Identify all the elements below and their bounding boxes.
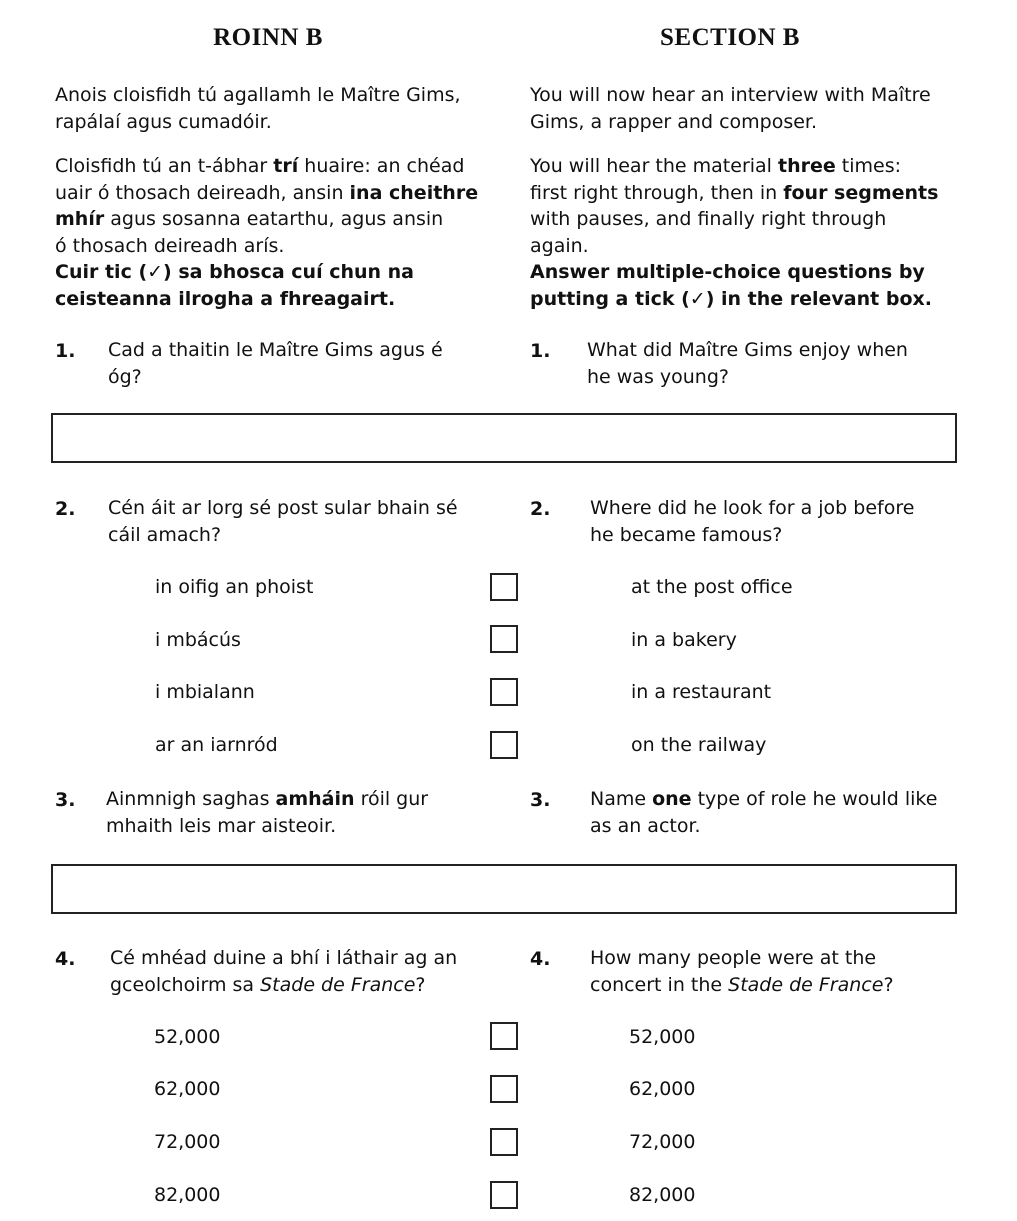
q2-irish-line2: cáil amach? [108,523,222,546]
q4-irish-line1: Cé mhéad duine a bhí i láthair ag an [110,947,458,969]
q2-irish-line1: Cén áit ar lorg sé post sular bhain sé [108,497,458,519]
intro-english-p1-line2: Gims, a rapper and composer. [530,110,818,133]
text: first right through, then in [530,181,784,204]
q4-english-line2 [590,972,990,999]
text-bold: trí [273,155,299,177]
text: uair ó thosach deireadh, ansin [55,181,350,204]
q4-number-english: 4. [530,948,551,970]
q4-option-1-checkbox[interactable] [490,1022,518,1050]
q1-number-irish: 1. [55,340,76,362]
intro-irish-p1-line1: Anois cloisfidh tú agallamh le Maître Gims, [55,84,461,106]
text-bold: four segments [783,181,939,204]
text: concert in the [590,973,729,996]
q2-text-english [590,495,990,548]
q4-option-2-checkbox[interactable] [490,1075,518,1103]
intro-irish-tick-instruction-line1: Cuir tic (✓) sa bhosca cuí chun na [55,261,414,283]
text-bold: one [652,788,692,810]
text: gceolchoirm sa [110,973,261,996]
text: ? [415,973,426,996]
intro-english [530,82,980,135]
q2-option-english: at the post office [631,576,793,598]
text: Name [590,788,653,810]
q3-english-line1 [590,786,990,813]
heading-irish: ROINN B [213,24,323,51]
q4-option-irish: 82,000 [154,1184,221,1206]
q2-option-english: in a bakery [631,629,737,651]
q2-option-3-checkbox[interactable] [490,678,518,706]
intro-english-tick-instruction-line1: Answer multiple-choice questions by [530,261,925,283]
q2-english-line2: he became famous? [590,523,783,546]
q1-english-line2: he was young? [587,365,729,388]
text: huaire: an chéad [298,155,465,177]
q2-number-english: 2. [530,498,551,520]
q1-text-irish [108,337,488,390]
q2-number-irish: 2. [55,498,76,520]
q4-option-3-checkbox[interactable] [490,1128,518,1156]
intro-english-p1-line1: You will now hear an interview with Maître [530,84,931,106]
q4-number-irish: 4. [55,948,76,970]
intro-irish-p1-line2: rapálaí agus cumadóir. [55,110,272,133]
q4-option-english: 52,000 [629,1026,696,1048]
text-bold: ina cheithre [349,181,479,204]
intro-irish-p2-line2 [55,180,495,207]
q1-irish-line1: Cad a thaitin le Maître Gims agus é [108,339,443,361]
q1-english-line1: What did Maître Gims enjoy when [587,339,908,361]
q4-option-irish: 62,000 [154,1078,221,1100]
q2-option-irish: i mbialann [155,681,255,703]
q4-text-english [590,945,990,998]
q4-option-4-checkbox[interactable] [490,1181,518,1209]
q2-option-irish: ar an iarnród [155,734,278,756]
intro-irish-tick-instruction-line2: ceisteanna ilrogha a fhreagairt. [55,287,396,310]
q2-option-irish: i mbácús [155,629,241,651]
q3-irish-line2: mhaith leis mar aisteoir. [106,814,337,837]
q4-option-english: 62,000 [629,1078,696,1100]
q4-option-irish: 52,000 [154,1026,221,1048]
q3-number-irish: 3. [55,789,76,811]
q2-option-1-checkbox[interactable] [490,573,518,601]
intro-irish-p2-line3 [55,206,495,233]
q2-option-2-checkbox[interactable] [490,625,518,653]
q2-text-irish [108,495,488,548]
intro-english-p2-line3: with pauses, and finally right through [530,208,887,230]
text-bold: three [778,155,836,177]
q4-irish-line2 [110,972,490,999]
q3-english-line2: as an actor. [590,814,701,837]
q1-answer-box[interactable] [51,413,957,463]
intro-english-instructions [530,153,980,312]
intro-english-tick-instruction-line2: putting a tick (✓) in the relevant box. [530,287,932,310]
text: type of role he would like [691,788,938,810]
text: Ainmnigh saghas [106,788,276,810]
text: ? [883,973,894,996]
q2-option-4-checkbox[interactable] [490,731,518,759]
q4-option-english: 82,000 [629,1184,696,1206]
intro-irish-p2-line4: ó thosach deireadh arís. [55,234,285,257]
heading-english: SECTION B [660,24,800,51]
q3-text-english [590,786,990,839]
q3-text-irish [106,786,486,839]
text: agus sosanna eatarthu, agus ansin [104,208,444,230]
intro-english-p2-line4: again. [530,234,589,257]
q2-option-english: in a restaurant [631,681,772,703]
intro-irish-p2-line1 [55,153,495,180]
q3-number-english: 3. [530,789,551,811]
q1-irish-line2: óg? [108,365,142,388]
q4-text-irish [110,945,490,998]
intro-english-p2-line2 [530,180,980,207]
text: róil gur [354,788,429,810]
intro-irish-instructions [55,153,495,312]
q4-english-line1: How many people were at the [590,947,877,969]
intro-irish [55,82,495,135]
text-bold: amháin [275,788,355,810]
q2-option-english: on the railway [631,734,767,756]
q1-number-english: 1. [530,340,551,362]
q4-option-english: 72,000 [629,1131,696,1153]
q2-option-irish: in oifig an phoist [155,576,314,598]
text-bold: mhír [55,208,105,230]
text: times: [835,155,902,177]
text-italic: Stade de France [260,973,416,996]
q3-answer-box[interactable] [51,864,957,914]
text-italic: Stade de France [728,973,884,996]
text: Cloisfidh tú an t-ábhar [55,155,274,177]
text: You will hear the material [530,155,778,177]
q4-option-irish: 72,000 [154,1131,221,1153]
q1-text-english [587,337,987,390]
intro-english-p2-line1 [530,153,980,180]
q2-english-line1: Where did he look for a job before [590,497,915,519]
q3-irish-line1 [106,786,486,813]
